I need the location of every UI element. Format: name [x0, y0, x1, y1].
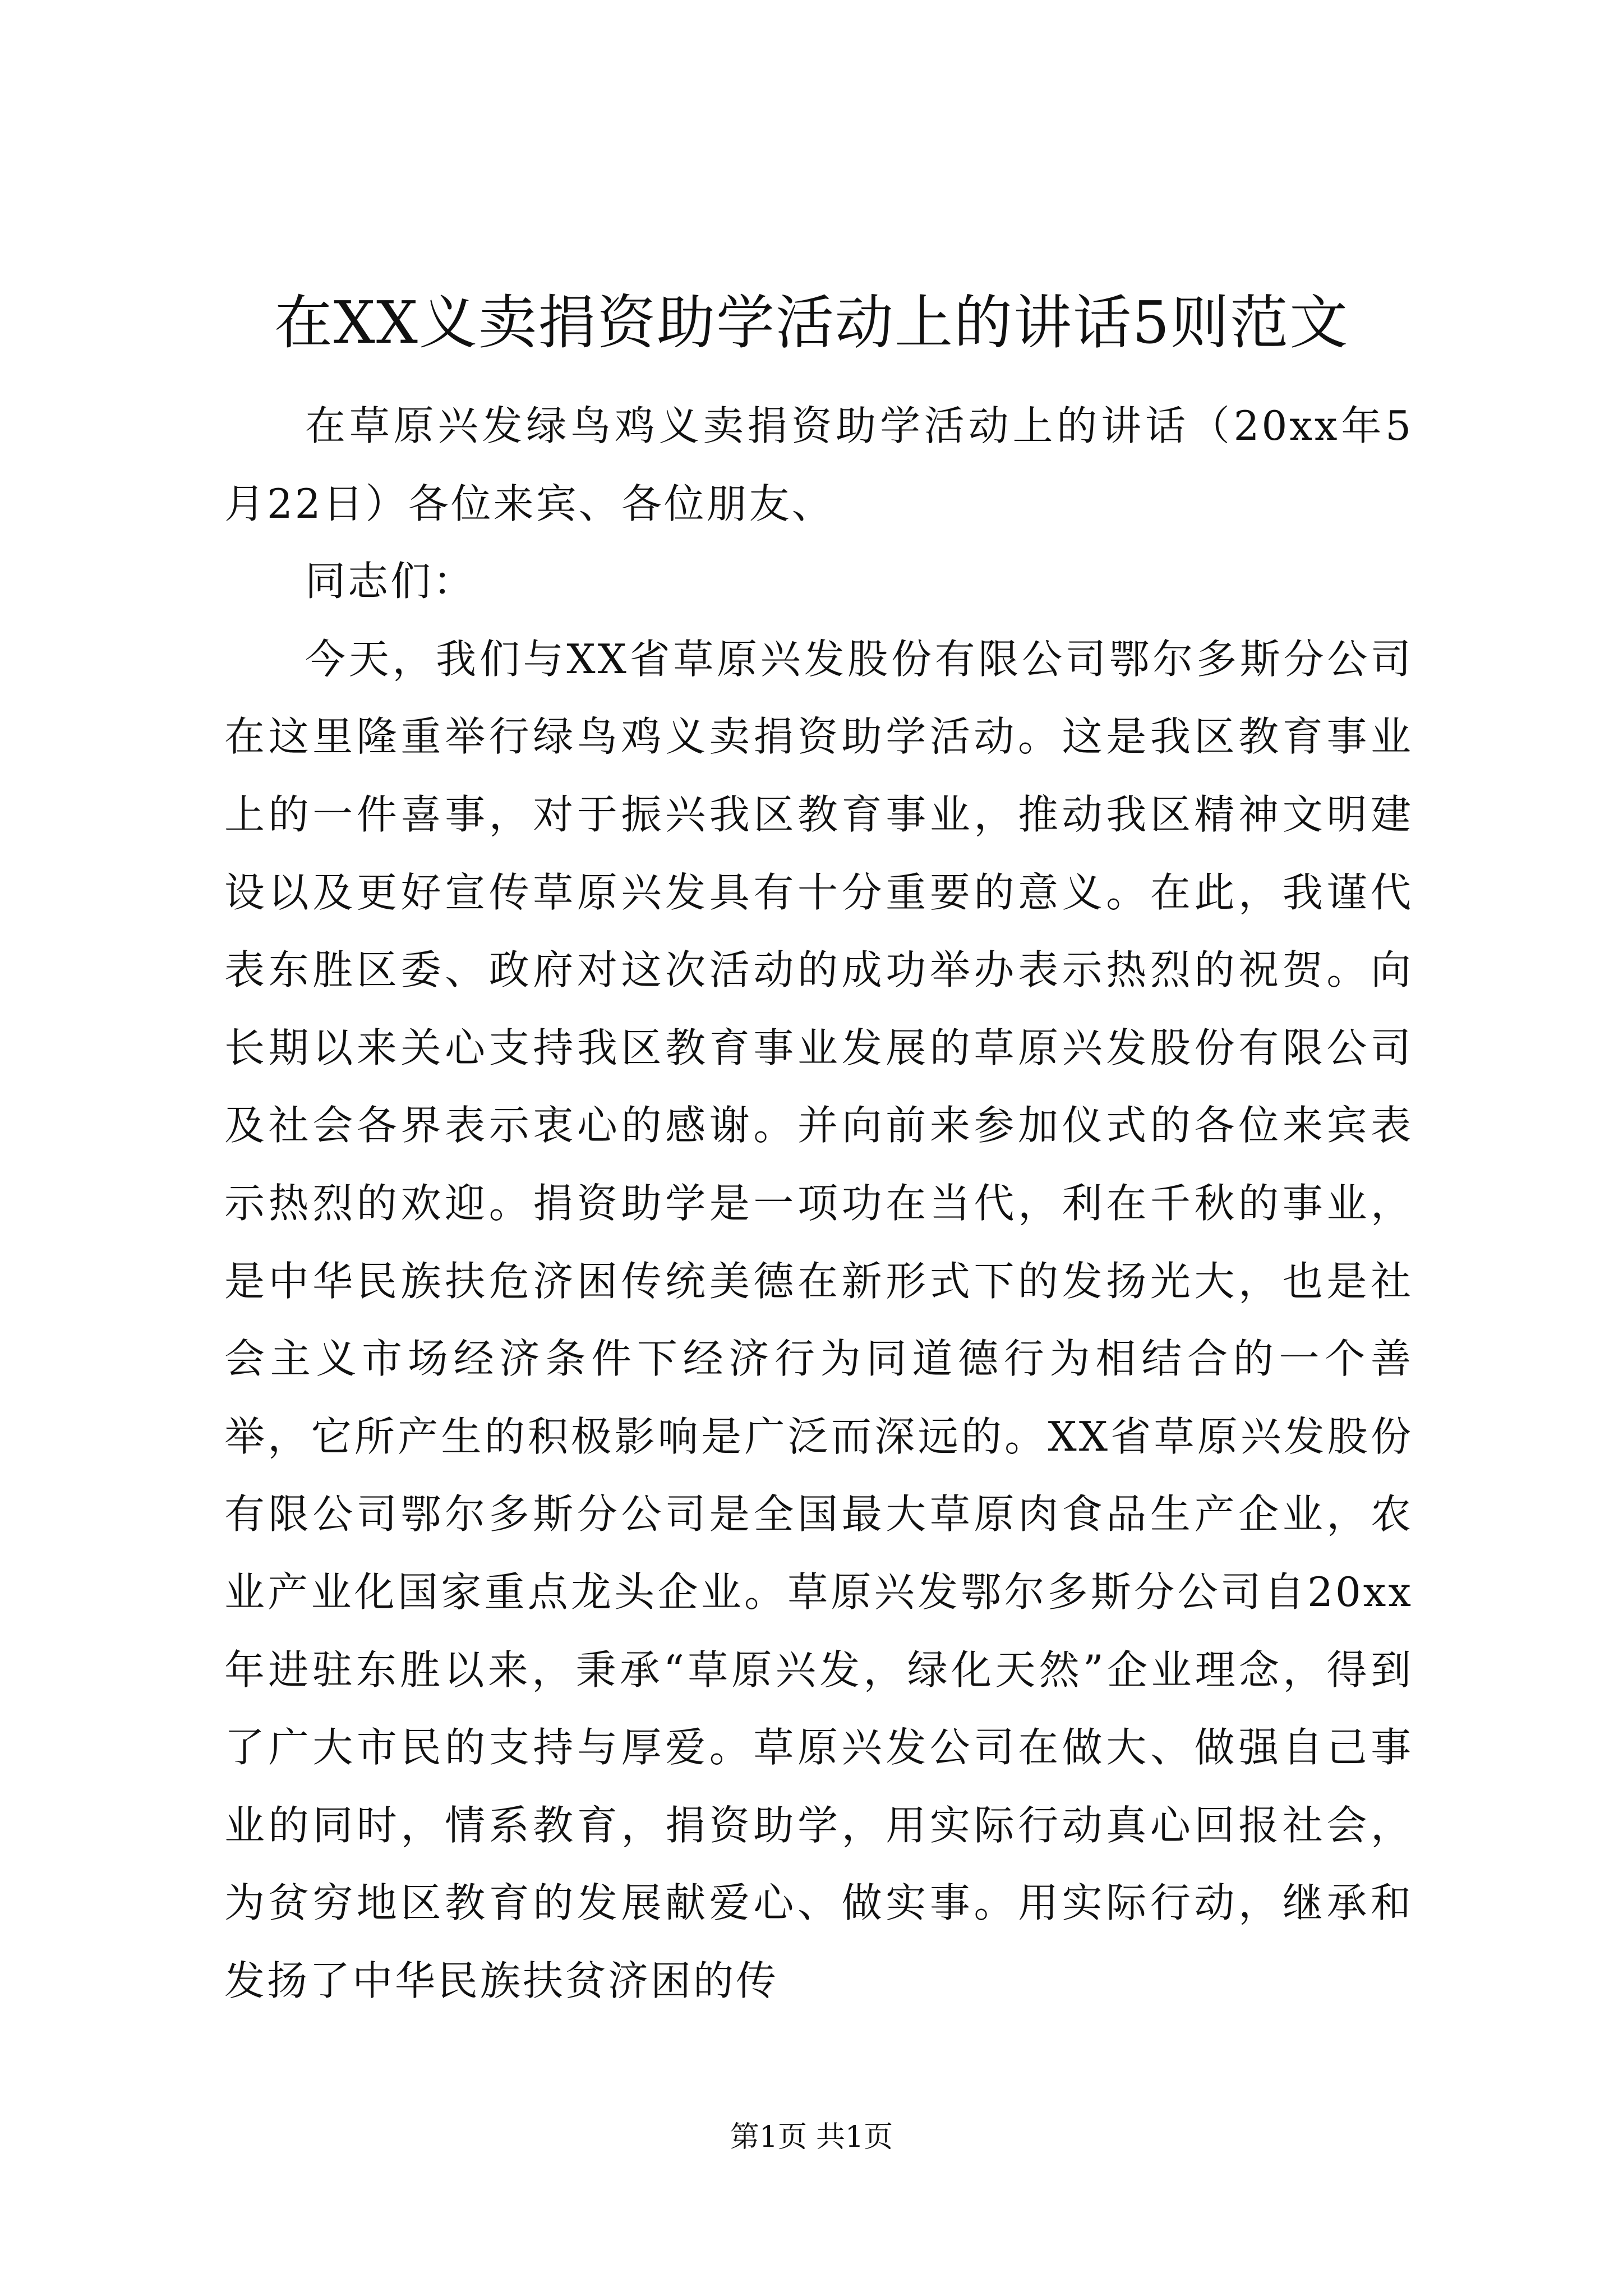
page-number: 第1页: [730, 2120, 807, 2154]
page-total: 共1页: [816, 2120, 893, 2154]
paragraph-intro: 在草原兴发绿鸟鸡义卖捐资助学活动上的讲话（20xx年5月22日）各位来宾、各位朋友、: [224, 402, 1413, 527]
document-title: 在XX义卖捐资助学活动上的讲话5则范文: [274, 288, 1349, 357]
document-body: [224, 387, 1413, 2019]
page-footer: [0, 2118, 1623, 2157]
paragraph-main: 今天，我们与XX省草原兴发股份有限公司鄂尔多斯分公司在这里隆重举行绿鸟鸡义卖捐资助学活动。这是我区教育事业上的一件喜事，对于振兴我区教育事业，推动我区精神文明建设以及更好宣传草原兴发具有十分重要的意义。在此，我谨代表东胜区委、政府对这次活动的成功举办表示热烈的祝贺。向长期以来关心支持我区教育事业发展的草原兴发股份有限公司及社会各界表示衷心的感谢。并向前来参加仪式的各位来宾表示热烈的欢迎。捐资助学是一项功在当代，利在千秋的事业，是中华民族扶危济困传统美德在新形式下的发扬光大，也是社会主义市场经济条件下经济行为同道德行为相结合的一个善举，它所产生的积极影响是广泛而深远的。XX省草原兴发股份有限公司鄂尔多斯分公司是全国最大草原肉食品生产企业，农业产业化国家重点龙头企业。草原兴发鄂尔多斯分公司自20xx年进驻东胜以来，秉承“草原兴发，绿化天然”企业理念，得到了广大市民的支持与厚爱。草原兴发公司在做大、做强自己事业的同时，情系教育，捐资助学，用实际行动真心回报社会，为贫穷地区教育的发展献爱心、做实事。用实际行动，继承和发扬了中华民族扶贫济困的传: [224, 635, 1413, 2004]
paragraph-salutation: 同志们：: [305, 558, 476, 605]
